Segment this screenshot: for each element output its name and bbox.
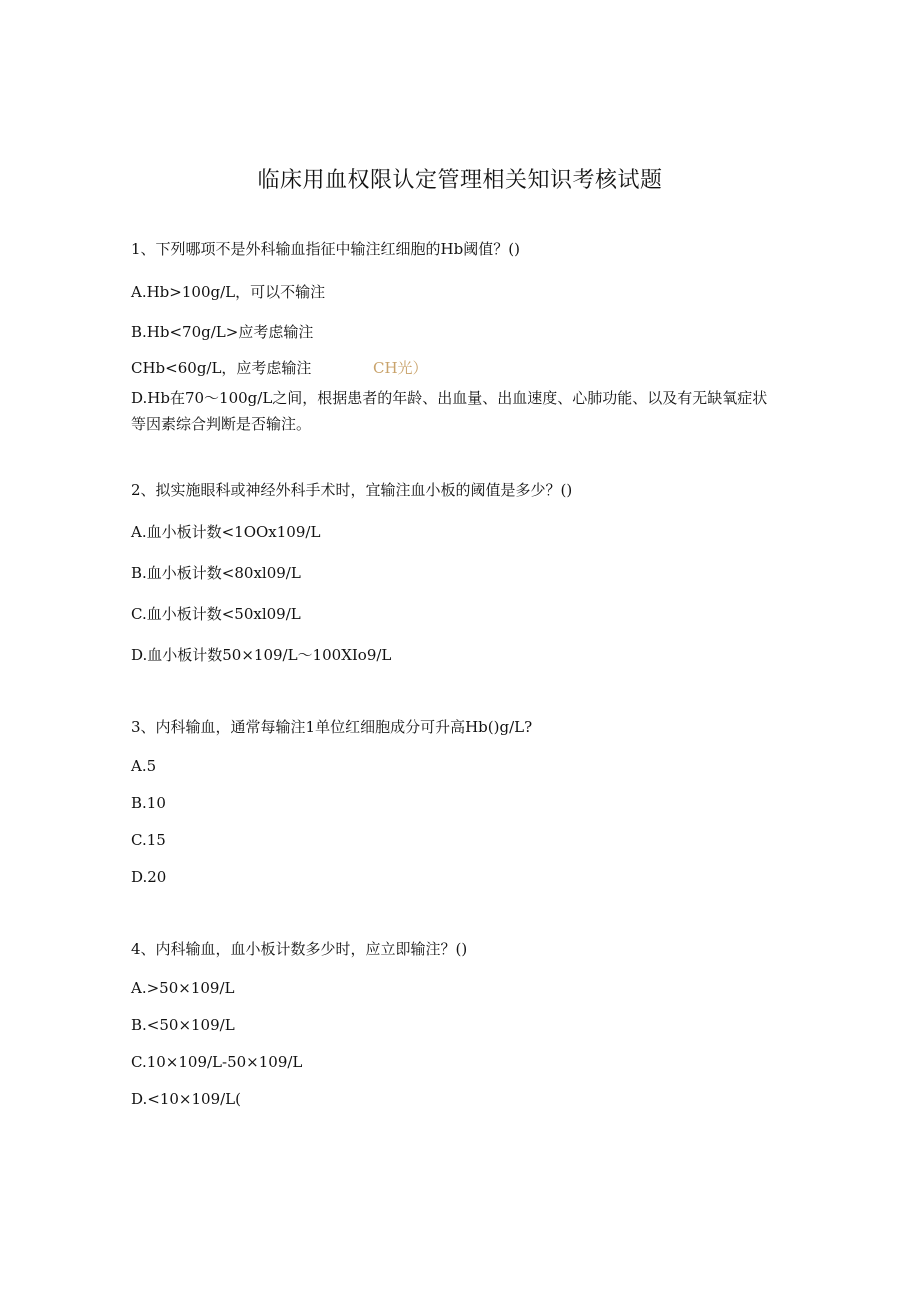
question-1-option-b: B.Hb<70g/L>应考虑输注 [131, 323, 314, 341]
question-1-option-a: A.Hb>100g/L，可以不输注 [131, 283, 326, 301]
question-1-option-d: D.Hb在70～100g/L之间，根据患者的年龄、出血量、出血速度、心肺功能、以及有无缺氧症状等因素综合判断是否输注。 [131, 389, 768, 433]
question-2-option-a: A.血小板计数<1OOx109/L [131, 523, 321, 541]
question-4-option-b: B.<50×109/L [131, 1016, 235, 1034]
question-3-option-a: A.5 [131, 757, 157, 775]
question-4-option-a: A.>50×109/L [131, 979, 235, 997]
question-3-option-d: D.20 [131, 868, 167, 886]
question-4-option-c: C.10×109/L-50×109/L [131, 1053, 303, 1071]
question-2-option-c: C.血小板计数<50xl09/L [131, 605, 301, 623]
margin-note: CH光） [373, 359, 428, 377]
question-2-option-d: D.血小板计数50×109/L～100XIo9/L [131, 646, 392, 664]
question-3-option-c: C.15 [131, 831, 166, 849]
question-3-stem: 3、内科输血，通常每输注1单位红细胞成分可升高Hb()g/L? [131, 718, 533, 736]
question-4-option-d: D.<10×109/L( [131, 1090, 241, 1108]
question-2-option-b: B.血小板计数<80xl09/L [131, 564, 301, 582]
question-1-stem: 1、下列哪项不是外科输血指征中输注红细胞的Hb阈值？() [131, 240, 520, 258]
question-2-stem: 2、拟实施眼科或神经外科手术时，宜输注血小板的阈值是多少？() [131, 481, 573, 499]
question-1-option-c: CHb<60g/L，应考虑输注 [131, 359, 312, 377]
question-4-stem: 4、内科输血，血小板计数多少时，应立即输注？() [131, 940, 468, 958]
page-title: 临床用血权限认定管理相关知识考核试题 [257, 168, 663, 193]
question-3-option-b: B.10 [131, 794, 166, 812]
